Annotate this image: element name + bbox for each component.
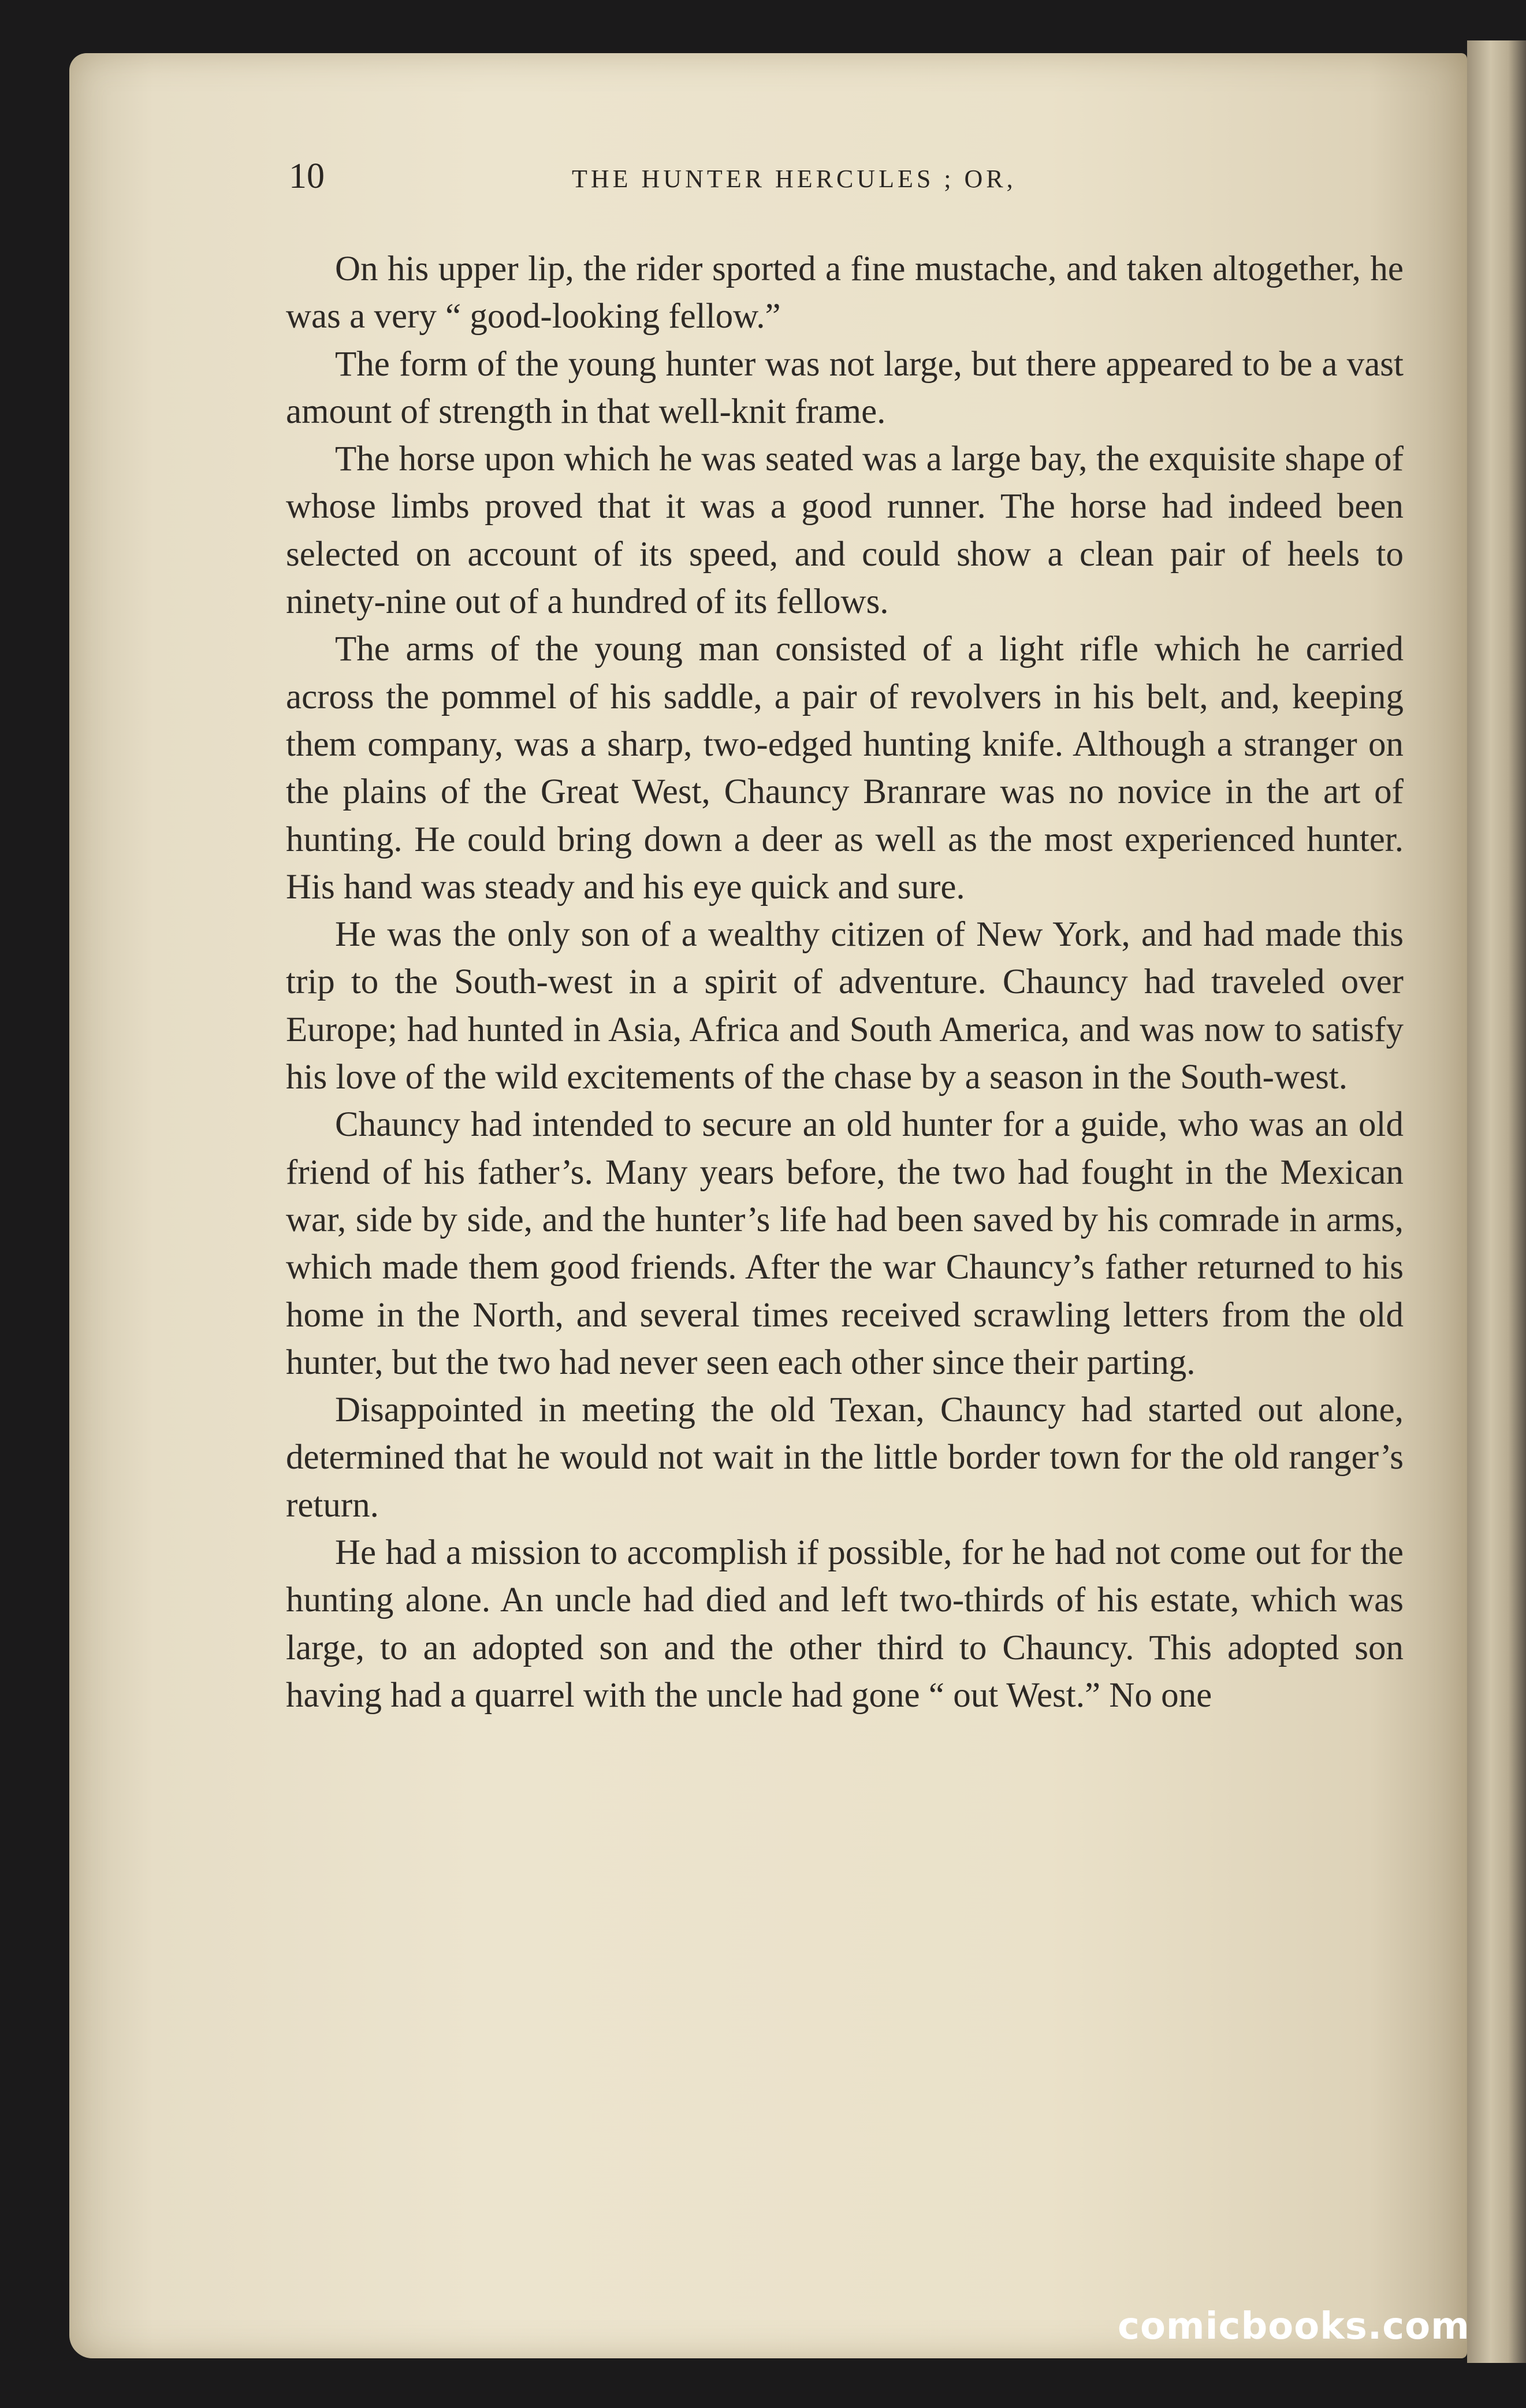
- paragraph: He had a mission to accomplish if possible, for he had not come out for the hunting alone. An uncle had died and left two-thirds of his estate, which was large, to an adopted son and the other third to Chauncy. This adopted son having had a quarrel with the uncle had gone “ out West.” No one: [286, 1533, 1404, 1715]
- paragraph: Disappointed in meeting the old Texan, Chauncy had started out alone, determined that he would not wait in the little border town for the old ranger’s return.: [286, 1391, 1404, 1525]
- page-header: [289, 156, 1421, 214]
- page-number: 10: [289, 157, 325, 196]
- paragraph: Chauncy had intended to secure an old hunter for a guide, who was an old friend of his father’s. Many years before, the two had fought in the Mexican war, side by side, and the hunter’s life had been saved by his comrade in arms, which made them good friends. After the war Chauncy’s father returned to his home in the North, and several times received scrawling letters from the old hunter, but the two had never seen each other since their parting.: [286, 1105, 1404, 1382]
- body-text: [286, 246, 1404, 1719]
- watermark: comicbooks.com: [1118, 2305, 1470, 2348]
- paragraph: He was the only son of a wealthy citizen of New York, and had made this trip to the South-west in a spirit of adventure. Chauncy had traveled over Europe; had hunted in Asia, Africa and South America, and was now to satisfy his love of the wild excitements of the chase by a season in the South-west.: [286, 915, 1404, 1097]
- paragraph: On his upper lip, the rider sported a fine mustache, and taken altogether, he was a very “ good-looking fellow.”: [286, 250, 1404, 336]
- paragraph: The form of the young hunter was not large, but there appeared to be a vast amount of strength in that well-knit frame.: [286, 344, 1404, 431]
- page-edge: [1467, 40, 1526, 2363]
- paragraph: The horse upon which he was seated was a large bay, the exquisite shape of whose limbs proved that it was a good runner. The horse had indeed been selected on account of its speed, and could show a clean pair of heels to ninety-nine out of a hundred of its fellows.: [286, 440, 1404, 622]
- running-head: THE HUNTER HERCULES ; OR,: [572, 165, 1017, 193]
- paragraph: The arms of the young man consisted of a light rifle which he carried across the pommel of his saddle, a pair of revolvers in his belt, and, keeping them company, was a sharp, two-edged hunting knife. Although a stranger on the plains of the Great West, Chauncy Branrare was no novice in the art of hunting. He could bring down a deer as well as the most experienced hunter. His hand was steady and his eye quick and sure.: [286, 630, 1404, 906]
